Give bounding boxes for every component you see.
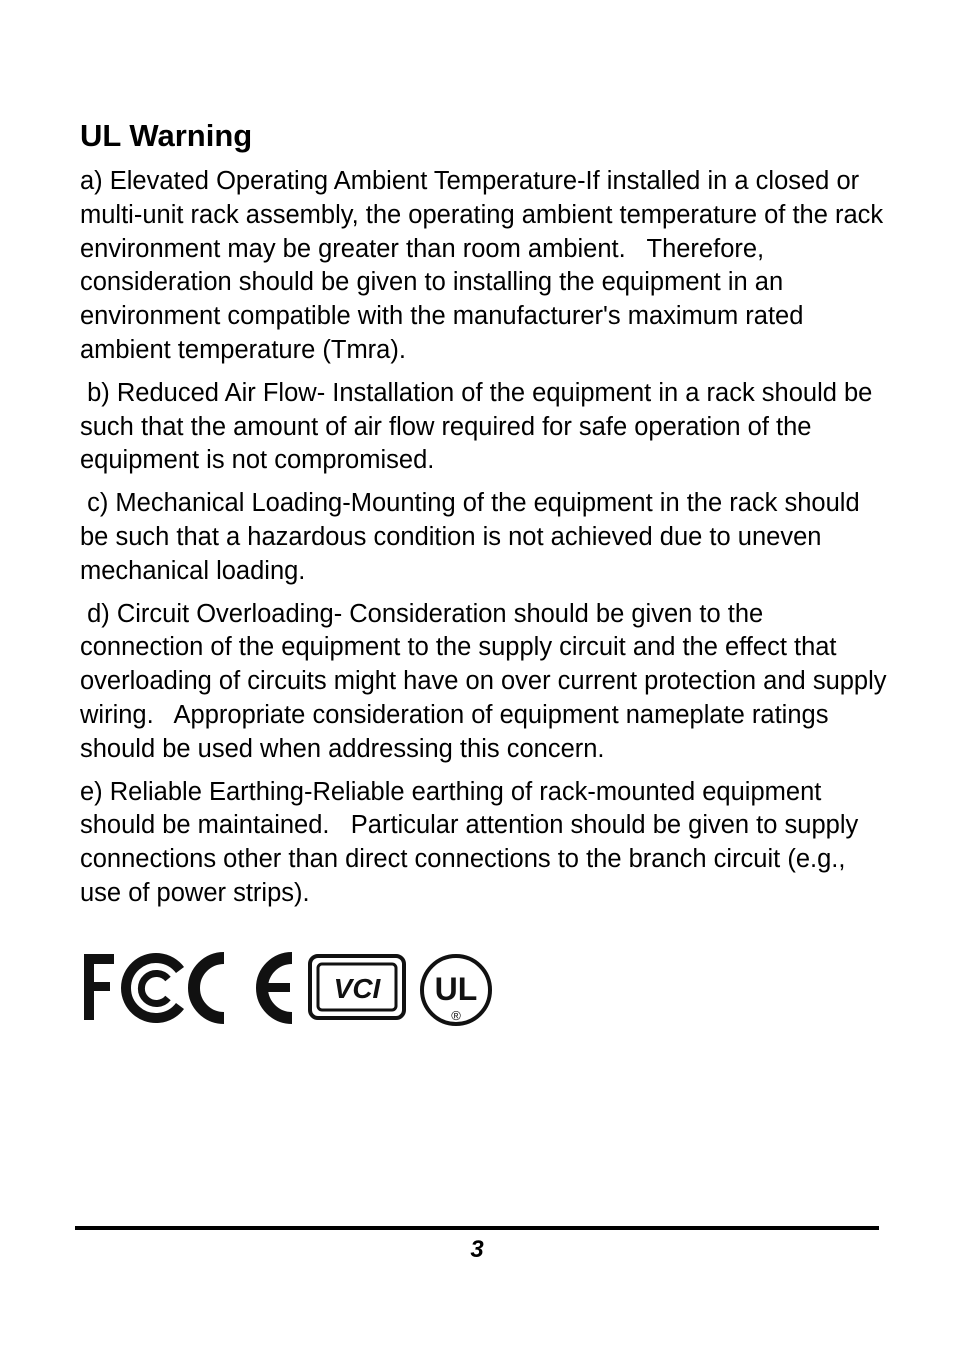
footer-divider xyxy=(75,1226,879,1230)
page-number: 3 xyxy=(470,1236,484,1263)
certification-logos-graphic xyxy=(82,948,502,1028)
certification-logos xyxy=(82,948,502,1028)
paragraph-elevated-temperature: a) Elevated Operating Ambient Temperature-If installed in a closed or multi-unit rack assembly, the operating ambient temperature of the rack environment may be greater than room ambient. Therefore, consideration should be given to installing the equipment in an environment compatible with the manufacturer's maximum rated ambient temperature (Tmra). xyxy=(80,167,891,364)
ul-logo-text: UL xyxy=(434,971,478,1007)
vcci-logo-icon xyxy=(310,956,404,1018)
vcci-logo-text: VCI xyxy=(333,973,381,1004)
paragraph-reliable-earthing: e) Reliable Earthing-Reliable earthing of rack-mounted equipment should be maintained. Particular attention should be given to supply connections other than direct connections to the branch circuit (e.g., use of power strips). xyxy=(80,777,866,907)
warning-content xyxy=(80,165,894,920)
ce-mark-icon xyxy=(194,958,292,1018)
paragraph-reduced-air-flow: b) Reduced Air Flow- Installation of the equipment in a rack should be such that the amount of air flow required for safe operation of the equipment is not compromised. xyxy=(80,378,880,475)
fcc-logo-icon xyxy=(84,954,180,1020)
paragraph-circuit-overloading: d) Circuit Overloading- Consideration should be given to the connection of the equipment to the supply circuit and the effect that overloading of circuits might have on over current protection and supply wiring. Appropriate consideration of equipment nameplate ratings should be used when addressing this concern. xyxy=(80,599,894,763)
page-title: UL Warning xyxy=(80,118,253,153)
paragraph-mechanical-loading: c) Mechanical Loading-Mounting of the equipment in the rack should be such that a hazardous condition is not achieved due to uneven mechanical loading. xyxy=(80,489,867,585)
ul-registered-mark: ® xyxy=(451,1008,461,1023)
ul-logo-icon xyxy=(422,956,490,1024)
